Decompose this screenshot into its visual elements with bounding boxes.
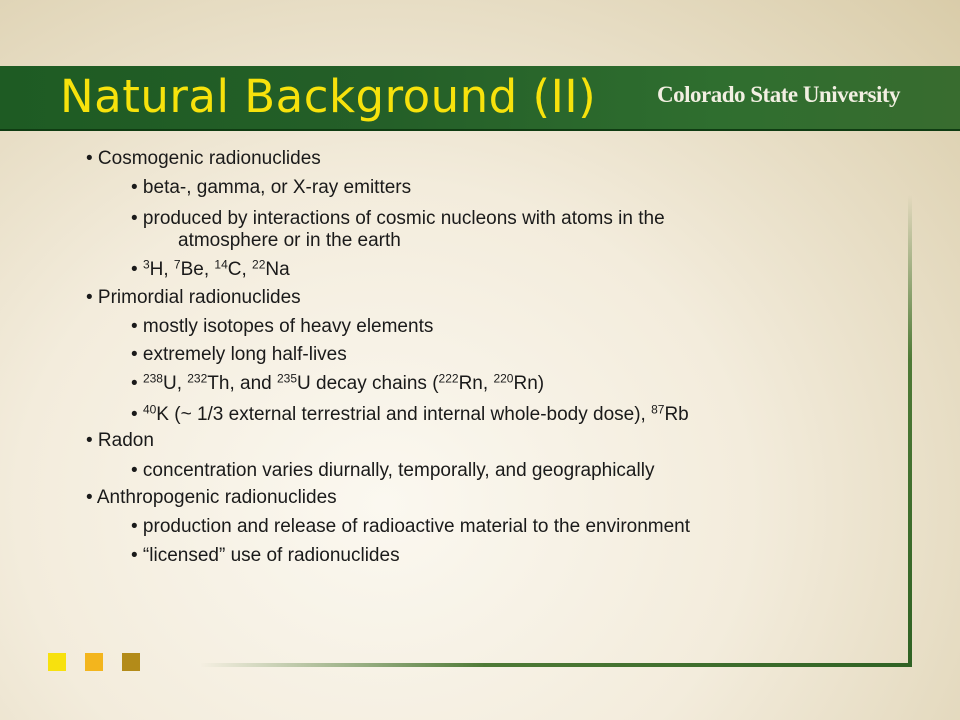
nuclide-text: U,: [162, 373, 188, 394]
mass-number: 238: [142, 371, 163, 386]
bullet-marker: •: [131, 259, 143, 280]
bullet-radon: • Radon: [86, 430, 154, 451]
slide-title: Natural Background (II): [60, 70, 597, 123]
nuclide-text: Be,: [180, 259, 215, 280]
mass-number: 222: [438, 371, 459, 386]
nuclide-text: Na: [265, 259, 290, 280]
mass-number: 232: [187, 371, 208, 386]
nuclide-text: Th, and: [207, 373, 277, 394]
bullet-licensed: • “licensed” use of radionuclides: [131, 545, 400, 566]
nuclide-text: C,: [227, 259, 253, 280]
bullet-concentration: • concentration varies diurnally, temporally, and geographically: [131, 460, 655, 481]
bullet-half-lives: • extremely long half-lives: [131, 344, 347, 365]
nuclide-text: Rn,: [458, 373, 494, 394]
bullet-emitters: • beta-, gamma, or X-ray emitters: [131, 177, 412, 198]
nuclide-text: K (~ 1/3 external terrestrial and internal whole-body dose),: [156, 404, 652, 425]
bullet-production: • production and release of radioactive material to the environment: [131, 516, 691, 537]
bullet-cosmogenic-nuclides: [131, 259, 290, 281]
mass-number: 14: [214, 257, 228, 272]
mass-number: 220: [493, 371, 514, 386]
mass-number: 235: [277, 371, 298, 386]
bullet-decay-chains: [131, 373, 544, 395]
nuclide-text: Rn): [513, 373, 545, 394]
bullet-produced-continued: atmosphere or in the earth: [178, 230, 401, 251]
bullet-anthropogenic: • Anthropogenic radionuclides: [86, 487, 337, 508]
bullet-marker: •: [131, 373, 143, 394]
mass-number: 87: [651, 402, 665, 417]
bullet-cosmogenic: • Cosmogenic radionuclides: [86, 148, 321, 169]
bullet-produced: • produced by interactions of cosmic nucleons with atoms in the: [131, 208, 665, 229]
nuclide-text: Rb: [664, 404, 689, 425]
bullet-potassium: [131, 404, 689, 426]
university-logo: Colorado State University: [657, 82, 901, 107]
mass-number: 3: [142, 257, 150, 272]
bullet-marker: •: [131, 404, 143, 425]
mass-number: 7: [173, 257, 181, 272]
mass-number: 40: [142, 402, 157, 417]
nuclide-text: U decay chains (: [297, 373, 439, 394]
bullet-primordial: • Primordial radionuclides: [86, 287, 301, 308]
mass-number: 22: [252, 257, 266, 272]
nuclide-text: H,: [149, 259, 174, 280]
bullet-heavy-elements: • mostly isotopes of heavy elements: [131, 316, 434, 337]
